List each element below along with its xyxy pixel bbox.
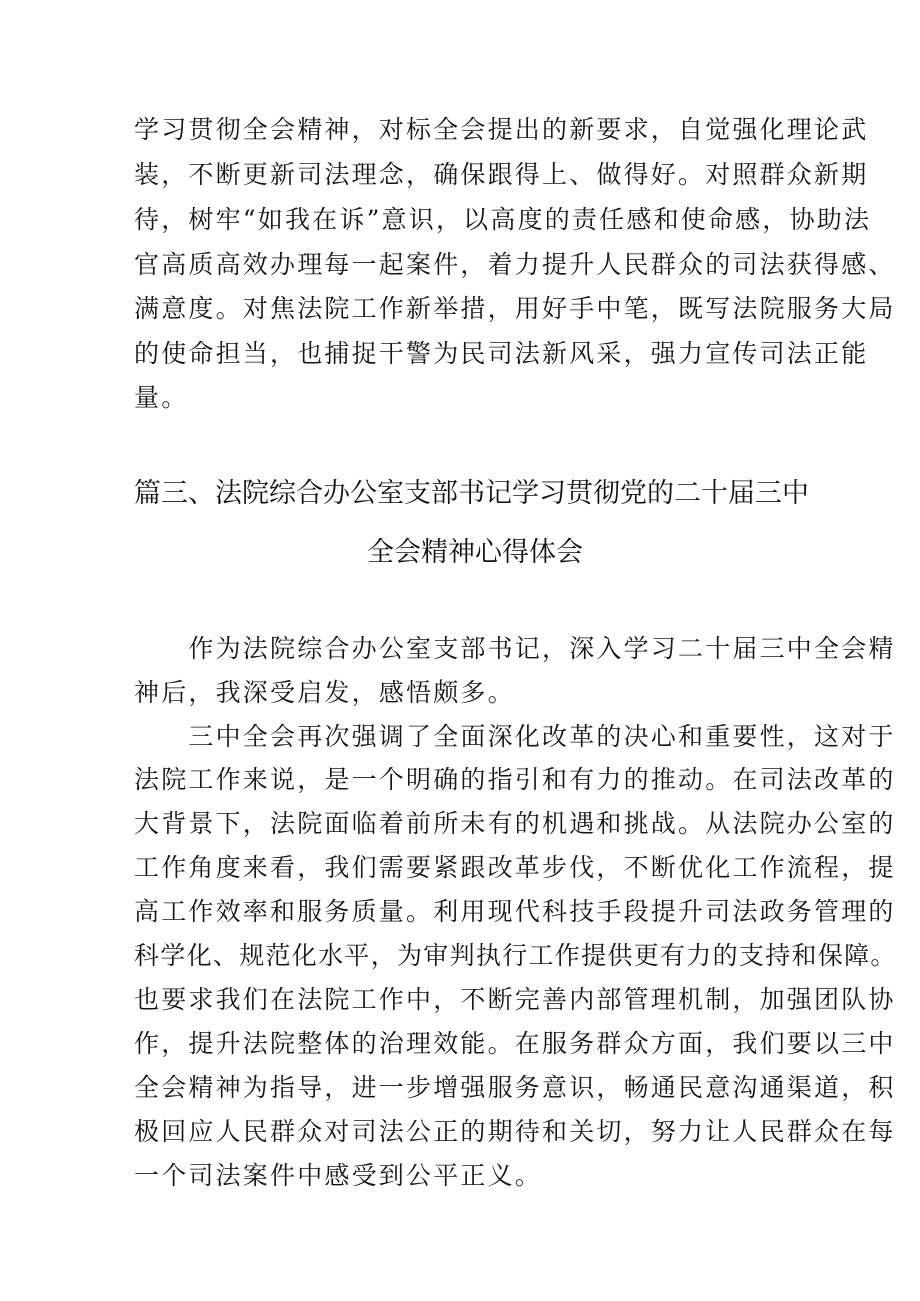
paragraph-line: 工作角度来看，我们需要紧跟改革步伐，不断优化工作流程，提 (134, 853, 896, 882)
section-heading-line-2: 全会精神心得体会 (367, 537, 583, 568)
paragraph-line: 极回应人民群众对司法公正的期待和关切，努力让人民群众在每 (134, 1117, 896, 1146)
paragraph-line: 全会精神为指导，进一步增强服务意识，畅通民意沟通渠道，积 (134, 1073, 896, 1102)
paragraph-line: 也要求我们在法院工作中，不断完善内部管理机制，加强团队协 (134, 985, 896, 1014)
paragraph-line: 官高质高效办理每一起案件，着力提升人民群众的司法获得感、 (134, 250, 896, 279)
paragraph-line: 法院工作来说，是一个明确的指引和有力的推动。在司法改革的 (134, 765, 896, 794)
paragraph-line: 大背景下，法院面临着前所未有的机遇和挑战。从法院办公室的 (134, 809, 896, 838)
paragraph-line: 科学化、规范化水平，为审判执行工作提供更有力的支持和保障。 (134, 941, 897, 970)
paragraph-line: 装，不断更新司法理念，确保跟得上、做得好。对照群众新期 (134, 160, 869, 189)
paragraph-line: 高工作效率和服务质量。利用现代科技手段提升司法政务管理的 (134, 897, 896, 926)
paragraph-line: 学习贯彻全会精神，对标全会提出的新要求，自觉强化理论武 (134, 115, 869, 144)
paragraph-line: 量。 (134, 383, 189, 412)
paragraph-line: 一个司法案件中感受到公平正义。 (134, 1161, 543, 1190)
section-heading-line-1: 篇三、法院综合办公室支部书记学习贯彻党的二十届三中 (134, 478, 809, 509)
paragraph-line: 待，树牢“如我在诉”意识，以高度的责任感和使命感，协助法 (134, 205, 872, 234)
paragraph-line: 作，提升法院整体的治理效能。在服务群众方面，我们要以三中 (134, 1029, 896, 1058)
paragraph-line: 作为法院综合办公室支部书记，深入学习二十届三中全会精 (134, 634, 896, 663)
paragraph-line: 的使命担当，也捕捉干警为民司法新风采，强力宣传司法正能 (134, 339, 869, 368)
paragraph-line: 满意度。对焦法院工作新举措，用好手中笔，既写法院服务大局 (134, 294, 896, 323)
paragraph-line: 三中全会再次强调了全面深化改革的决心和重要性，这对于 (134, 722, 896, 751)
paragraph-line: 神后，我深受启发，感悟颇多。 (134, 678, 515, 707)
